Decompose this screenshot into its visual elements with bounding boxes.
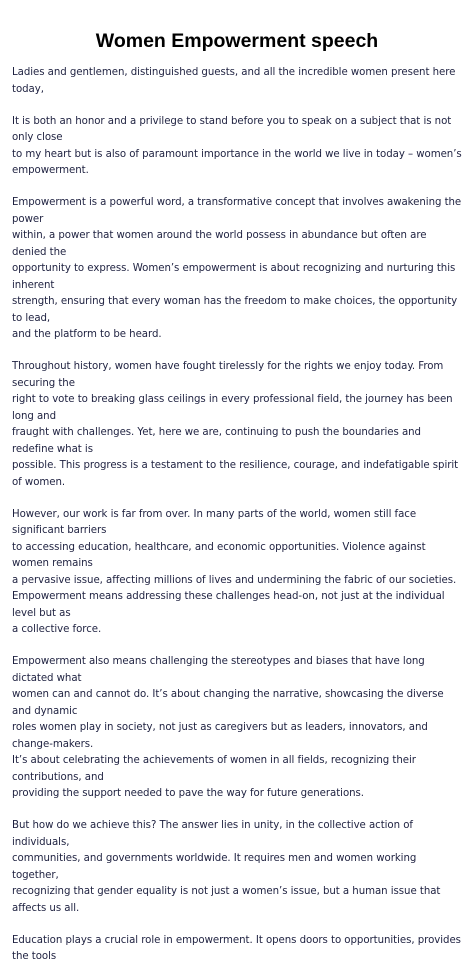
paragraph-education: Education plays a crucial role in empowerment. It opens doors to opportunities, provides the tools [12, 934, 461, 962]
paragraph-history: Throughout history, women have fought tirelessly for the rights we enjoy today. From securing the right to vote to breaking glass ceilings in every professional field, the journey has been long and fraught with challenges. Yet, here we are, continuing to push the boundaries and redefine what is possible. This progress is a testament to the resilience, courage, and indefatigable spirit of women. [12, 361, 459, 488]
paragraph-greeting: Ladies and gentlemen, distinguished guests, and all the incredible women present here today, [12, 67, 456, 95]
page-title: Women Empowerment speech [95, 30, 379, 52]
paragraph-stereotypes: Empowerment also means challenging the stereotypes and biases that have long dictated what women can and cannot do. It’s about changing the narrative, showcasing the diverse and dynamic roles women play in society, not just as caregivers but as leaders, innovators, and change-makers. It’s about celebrating the achievements of women in all fields, recognizing their contributions, and providing the support needed to pave the way for future generations. [12, 656, 444, 799]
paragraph-introduction: It is both an honor and a privilege to stand before you to speak on a subject that is not only close to my heart but is also of paramount importance in the world we live in today – women’s empowerment. [12, 115, 462, 176]
paragraph-unity: But how do we achieve this? The answer lies in unity, in the collective action of individuals, communities, and governments worldwide. It requires men and women working together, recognizing that gender equality is not just a women’s issue, but a human issue that affects us all. [12, 820, 441, 914]
paragraph-challenges: However, our work is far from over. In many parts of the world, women still face significant barriers to accessing education, healthcare, and economic opportunities. Violence against women remains a pervasive issue, affecting millions of lives and undermining the fabric of our societies. Empowerment means addressing these challenges head-on, not just at the individual level but as a collective force. [12, 508, 457, 635]
speech-body [0, 65, 474, 966]
paragraph-definition: Empowerment is a powerful word, a transformative concept that involves awakening the power within, a power that women around the world possess in abundance but often are denied the opportunity to express. Women’s empowerment is about recognizing and nurturing this inherent strength, ensuring that every woman has the freedom to make choices, the opportunity to lead, and the platform to be heard. [12, 197, 462, 340]
